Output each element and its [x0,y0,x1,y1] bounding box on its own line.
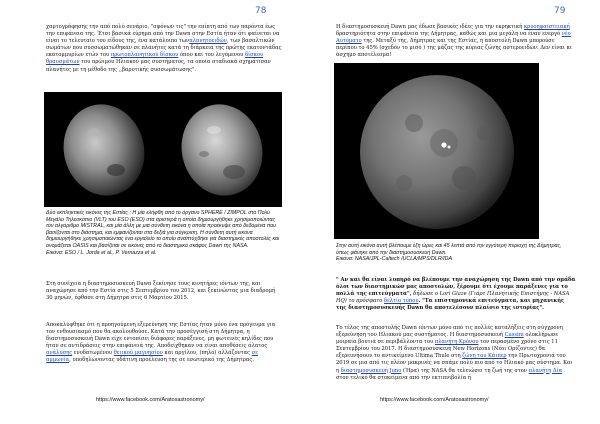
link-cryovolcanic[interactable]: κρυοηφαιστειακή [523,24,570,30]
vesta-dawn-crater [223,165,245,179]
ceres-crater-4 [396,175,412,191]
link-juno[interactable]: διαστημοσυσκευή Juno [340,367,402,374]
vesta-vlt-crater [107,164,125,176]
link-planetoids[interactable]: πλανητοειδών [189,38,227,45]
page-number-left: 78 [255,6,267,16]
left-paragraph-3: Αποκαλύφθηκε ότι η προηγούμενη εξερεύνηση της Εστίας ήταν μόνο ένα πρόγευμα για τον ενθουσιασμό που θα ακολουθούσε. Κατά την προσέγγισή στη Δήμητρα, η διαστημοσυσκευή Dawn είχε εντοπίσει διάφορες παράξενες, μη φωτεινές κηλίδες που ήταν σε αντιδράσεις στην επιφάνειά της. Αποδείχθηκαν να είναι αποθέσεις άλατος ανάλυσης ενυδατωμένου θειικού μαγνησίου και αργίλου, (πηλό) αλλάζοντας σε αμμωνία, υποδηλώνοντας υδάτινη προέλευση της σε εσωτερικό της Δήμητρας. [46,322,276,364]
ceres-bright-spot-2 [448,146,451,149]
right-paragraph-2: Το τέλος της αποστολής Dawn ιόντων μόνο από τις πολλές καταλήξεις στη σύγχρονη εξερεύνηση του Ηλιακού μας συστήματος. Η διαστημοσυσκευή Cassini ολοκλήρωσε μοιραία βουτιά σε περιβάλλοντα του πλανήτη Κρόνου τον περασμένο χρόνο στις 11 Σεπτεμβρίου του 2017. Η διαστημοσυσκευή New Horizons (Νέοι Ορίζοντες) θα εξερευνήσουν το αντικείμενο Ultima Thule στη ζώνη του Κάιπερ την Πρωτοχρονιά του 2019 σε μια από τις πλέον μακρινές να σπάμε πολύ πιο από το Ηλιακό μας σύστημα. Και η διαστημοσυσκευή Juno (Ήρα) της NASA θα τελειώσει τη ζωή της στον πλανήτη Δία στον τελικό θα στοκείμενα από την εκτιπνιβολία ή [336,325,573,381]
link-kuiper-belt[interactable]: ζώνη του Κάιπερ [462,353,507,360]
link-press-release[interactable]: δελτίο τύπου [384,298,419,305]
link-ammonia[interactable]: σε αμμωνία [46,350,258,364]
vesta-dawn-crater-small [199,151,209,157]
left-footer-link[interactable]: https://www.facebook.com/Aratosastronomy/ [96,397,205,403]
link-magnesium-sulfate[interactable]: θειικού μαγνησίου [113,350,163,357]
right-caption-credit: Εικόνα: NASA/JPL-Caltech /UCLA/MPS/DLR/IDA [336,256,452,263]
ceres-crater-1 [405,114,423,132]
ceres-image [334,63,539,239]
quote-paragraph: " Αν και θα είναι λυπηρό να βλέπουμε την αναχώρηση της Dawn από την ομάδα όλοι των διαστημικών μας αποστολών, ξέρουμε ότι έχουμε παράξενες για το πολλά της επιτεύγματα", δήλωσε ο Lori Glaze (Γιάρτ Πλανητικής Επιστήμης - NASA HQ) το πρόσφατο δελτίο τύπου. "Τα επιστημονικά επιτεύγματα, και μηχανικής της διαστημοσυσκευής Dawn θα αποτελέσουν πλαίσιο της ιστορίας". [336,277,576,312]
link-protoplanetary-disk[interactable]: πρωτοπλανητικού δίσκου [110,52,179,59]
link-analysis[interactable]: ανάλυσης [46,350,73,357]
link-cassini[interactable]: Cassini [504,332,524,339]
link-planet-jupiter[interactable]: πλανήτη Δία [528,367,563,374]
ceres-crater-3 [477,126,491,140]
link-new-automaton[interactable]: νέο Αυτόματο [336,31,571,45]
left-intro-paragraph: χαρτογράφησης την από πολύ σενάριο, "σφόνων τις" την επίπτη από των παρόντα έως την επιφάνεια της. Έτσι βασικά εύρημα από την Dawn στην Εστία ήταν ότι φαίνεται να είναι το τελευταίο του είδους της, ένα κατάλοιπο τωνπλανητοειδών, των βασαλτικών σωμάτων που συσσωματώθηκαν σε πλανήτες κατά τη διάρκεια της πρώτης εκατοντάδας εκατομμυρίων ετών του πρωτοπλανητικού δίσκου όπου και του λεγόμενου δίσκου θραυσμάτων του πρώιμου Ηλιακού μας συστήματος, τα οποία σταδιακά σχημάτισαν πλανήτες με τη μέθοδο της ,,βαρυτικής συσσωμάτωσης". [46,24,282,73]
left-paragraph-2: Στη συνέχεια η διαστημοσυσκευή Dawn ξεκίνησε τους κινητήρες ιόντων της, και αναχώρησε από την Εστία στις 5 Σεπτεμβρίου του 2012, και ξεκίνώντας μια διαδρομή 30 μηνών, έφθασε στη Δήμητρα στις 6 Μαρτίου 2015. [46,281,276,302]
page-number-right: 79 [554,6,566,16]
ceres-bright-spot [441,142,446,147]
link-debris-disk[interactable]: δίσκου θραυσμάτων [46,52,264,66]
vesta-vlt-highlight [88,128,100,136]
ceres-crater-2 [452,166,476,190]
vesta-dawn-highlight [207,126,221,134]
link-planet-saturn[interactable]: πλανήτη Κρόνου [434,339,479,346]
vesta-comparison-image [44,92,282,207]
left-image-caption: Δύο εκπληκτικές εικόνες της Εστίας : Η μία ελήφθη από το όργανο SPHERE / ZIMPOL στο Πολύ Μεγάλο Τηλεσκόπιο (VLT) του ESO (ESO) στα αριστερά η οποία δημιουργήθηκε χρησιμοποιώντας τον αλγόριθμο MISTRAL, και μία άλλη με μια σύνθετη εικόνα η οποία προέκυψε από δεδομένα που βασίζονται στο διάστημα, και εμφανίζονται στα δεξιά για σύγκριση. Η σύνθετη αυτή εικόνα δημιουργήθηκε χρησιμοποιώντας ένα εργαλείο το οποίο αναπτύχθηκε για διαστημικές αποστολές και ονομάζεται OASIS και βασίζεται σε εικόνες από το διαστημικό σκάφος Dawn της NASA. Εικόνα: ESO / L. Jorda et al., P. Vernazza et al. [46,210,280,256]
left-caption-credit: Εικόνα: ESO / L. Jorda et al., P. Vernazza et al. [46,249,157,256]
right-image-caption: Στην αυτή εικόνα αυτή βλέπουμε έξη ώρες και 45 λεπτά από την εγγύτερη περιοχή της Δήμητρας, όπως φάνηκε από την διαστημοσυσκευή Dawn. Εικόνα: NASA/JPL-Caltech /UCLA/MPS/DLR/IDA [336,243,562,263]
right-page [300,0,600,424]
right-footer-link[interactable]: https://www.facebook.com/Aratosastronomy/ [380,397,489,403]
right-intro-paragraph: Η διαστημοσυσκευή Dawn μας έδωσε βασικές ιδέες για την εκρηκτική κρυοηφαιστειακή δραστηριότητα στην επιφάνεια της Δήμητρας, καθώς και μια μεγάλη να έναν ενεργό νέο Αυτόματο της. Μεταξύ της, Δήμητρας και της Εστίας, η αποστολή Dawn μπορούσε περίπου το 45% (σχεδόν το μισό ) της μάζας της κύριας ζώνης αστεροειδών. Δεν είναι κι άσχημο αποτέλεσμα! [336,24,572,59]
